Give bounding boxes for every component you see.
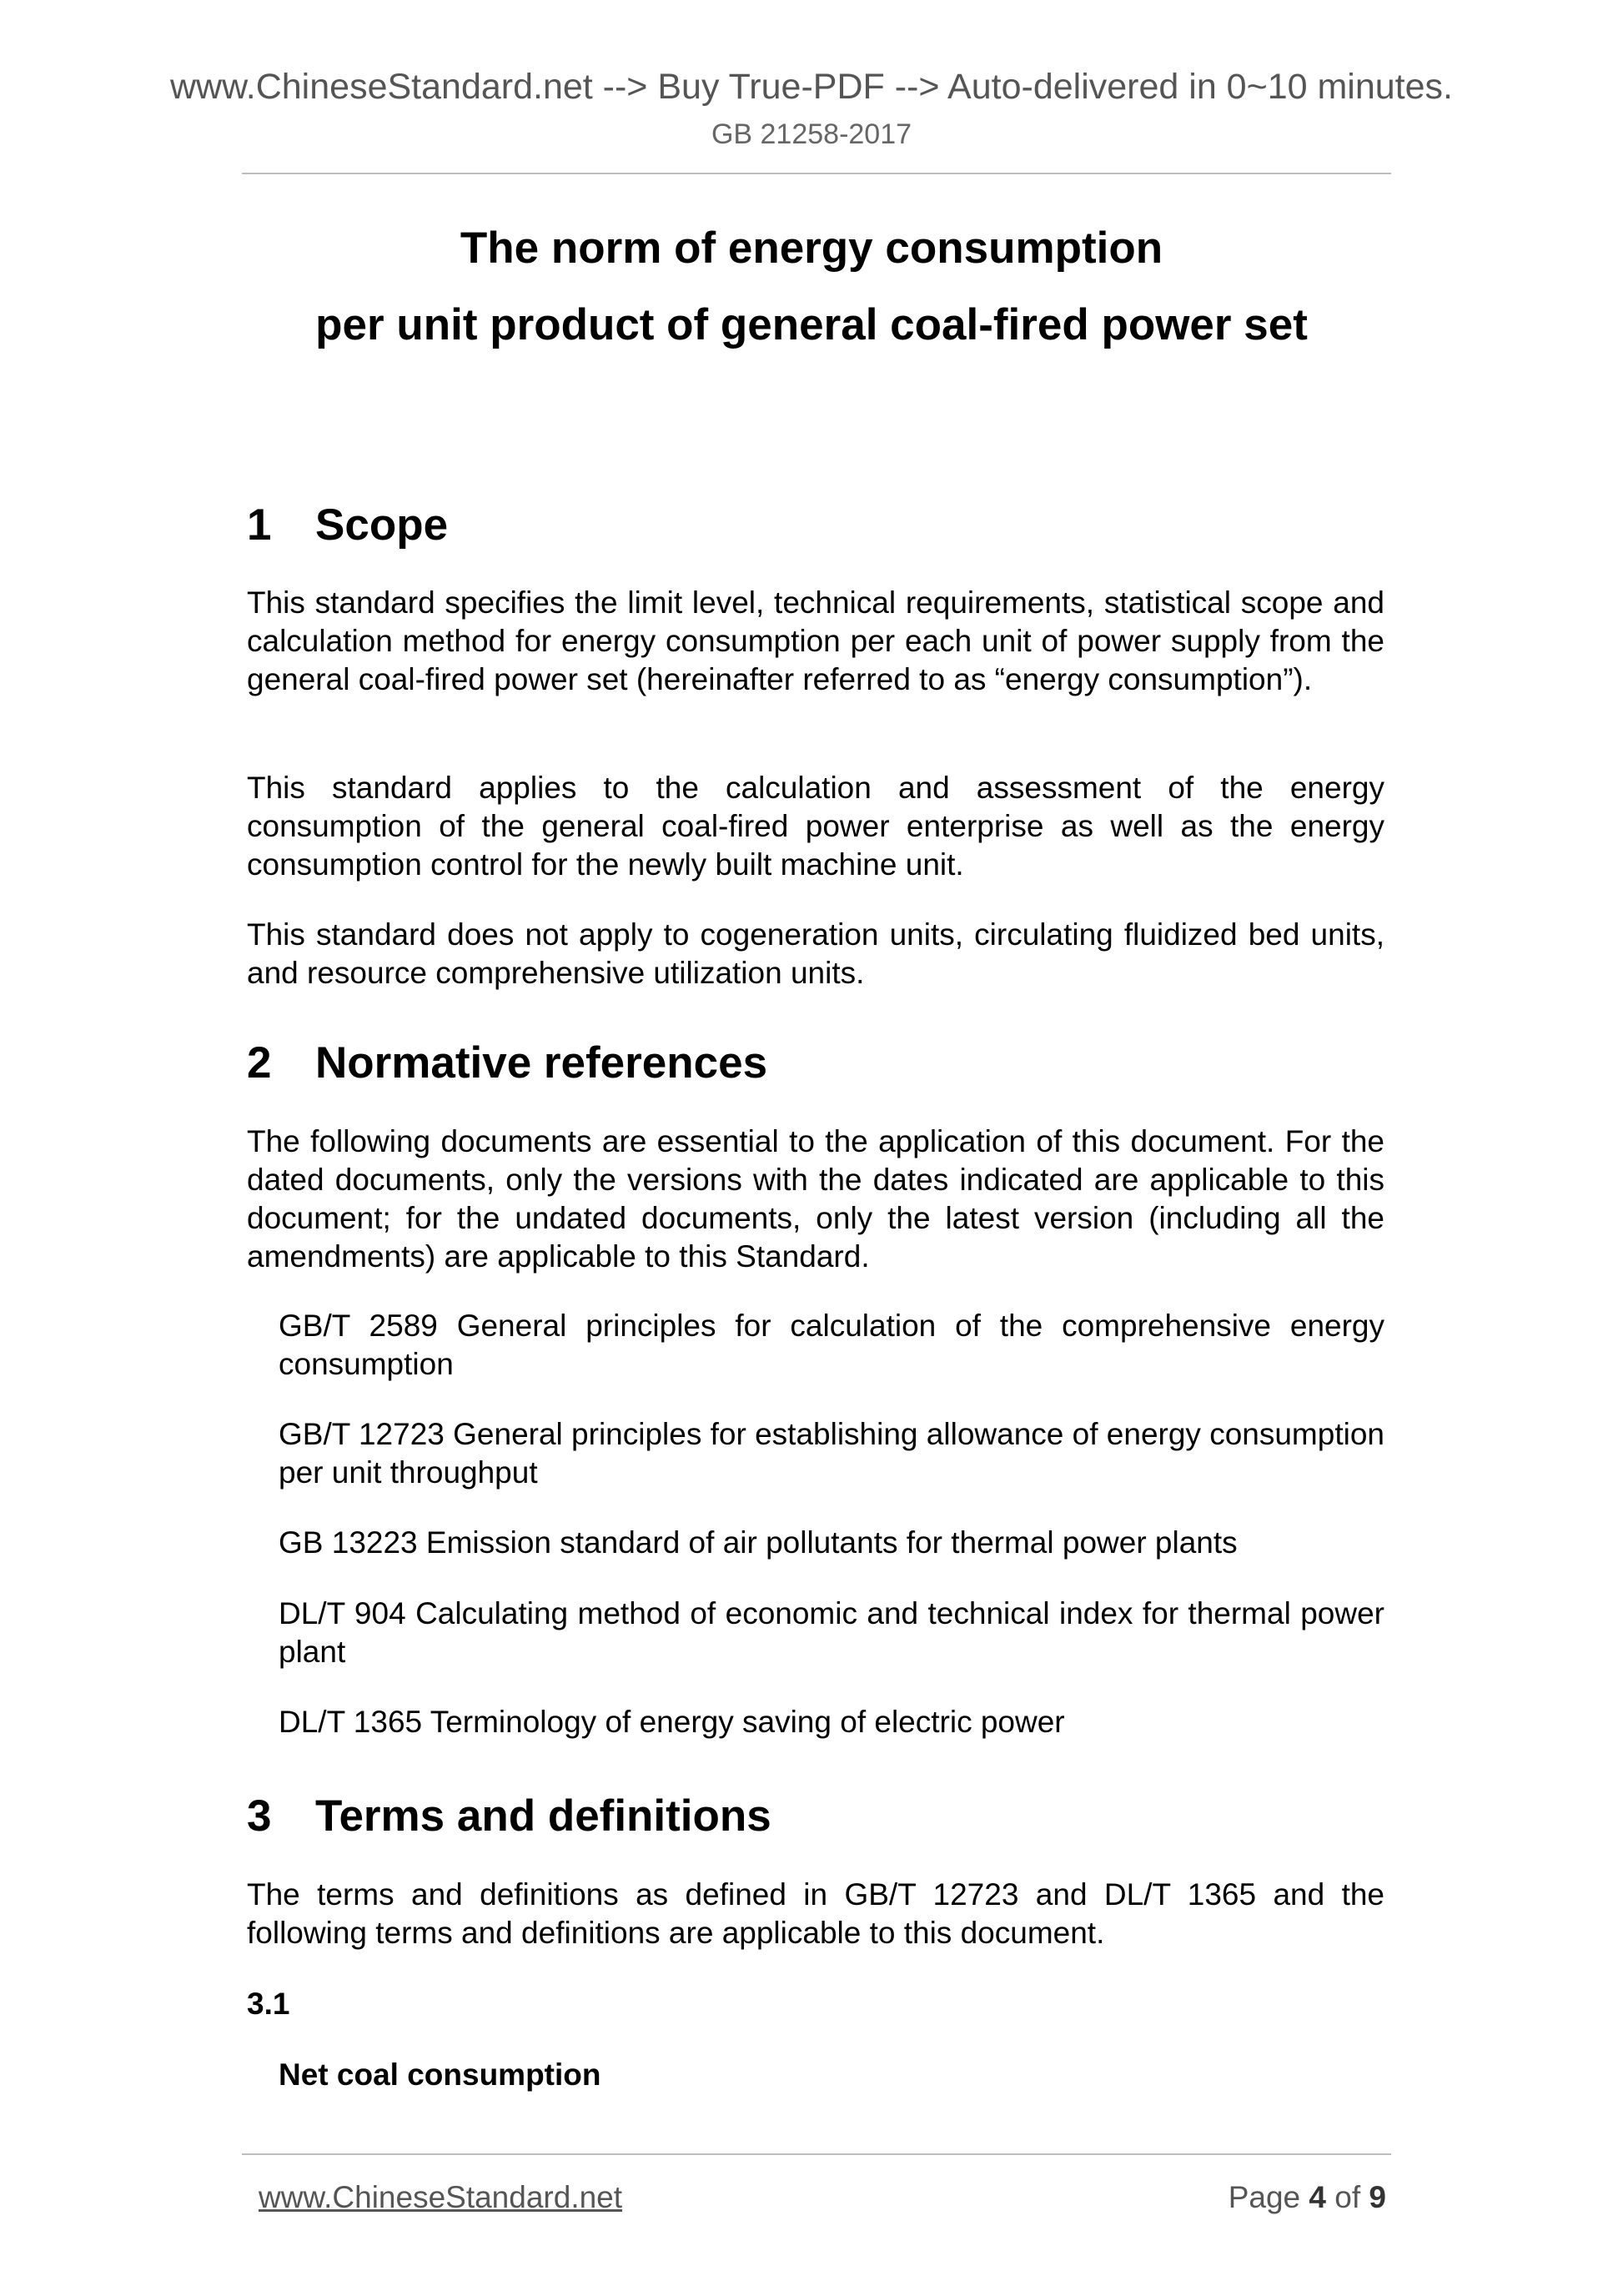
scope-paragraph-3: This standard does not apply to cogeneration units, circulating fluidized bed units, and resource comprehensive utilization units. bbox=[247, 917, 1384, 990]
section-heading-normative-references bbox=[247, 1037, 767, 1090]
footer-divider bbox=[242, 2153, 1391, 2155]
document-title-line2: per unit product of general coal-fired power set bbox=[315, 300, 1308, 349]
page-total: 9 bbox=[1369, 2180, 1386, 2214]
page-prefix: Page bbox=[1228, 2180, 1301, 2214]
reference-item: GB/T 12723 General principles for establishing allowance of energy consumption per unit throughput bbox=[279, 1417, 1384, 1490]
references-intro: The following documents are essential to the application of this document. For the dated documents, only the versions with the dates indicated are applicable to this document; for the undated documents, only the latest version (including all the amendments) are applicable to this Standard. bbox=[247, 1124, 1384, 1274]
section-number: 1 bbox=[247, 500, 272, 550]
section-title: Normative references bbox=[315, 1038, 768, 1088]
section-heading-terms-definitions bbox=[247, 1790, 771, 1843]
reference-item: GB/T 2589 General principles for calculation of the comprehensive energy consumption bbox=[279, 1309, 1384, 1381]
footer-website-link[interactable]: www.ChineseStandard.net bbox=[259, 2180, 623, 2214]
page-current: 4 bbox=[1309, 2180, 1326, 2214]
header-banner: www.ChineseStandard.net --> Buy True-PDF --> Auto-delivered in 0~10 minutes. bbox=[169, 67, 1453, 107]
section-number: 2 bbox=[247, 1038, 272, 1088]
header-divider bbox=[242, 173, 1391, 174]
section-title: Scope bbox=[315, 500, 449, 550]
page-of: of bbox=[1334, 2180, 1361, 2214]
term-heading: Net coal consumption bbox=[279, 2057, 601, 2092]
scope-paragraph-1: This standard specifies the limit level, technical requirements, statistical scope and calculation method for energy consumption per each unit of power supply from the general coal-fired power set (hereinafter referred to as “energy consumption”). bbox=[247, 585, 1384, 696]
standard-code: GB 21258-2017 bbox=[711, 118, 912, 150]
clause-number: 3.1 bbox=[247, 1987, 290, 2021]
page-indicator bbox=[1229, 2178, 1386, 2217]
section-title: Terms and definitions bbox=[315, 1791, 771, 1841]
terms-intro: The terms and definitions as defined in GB/T 12723 and DL/T 1365 and the following terms and definitions are applicable to this document. bbox=[247, 1877, 1384, 1950]
section-number: 3 bbox=[247, 1791, 272, 1841]
document-title-line1: The norm of energy consumption bbox=[460, 224, 1163, 273]
scope-paragraph-2: This standard applies to the calculation and assessment of the energy consumption of the general coal-fired power enterprise as well as the energy consumption control for the newly built machine unit. bbox=[247, 771, 1384, 882]
reference-item: GB 13223 Emission standard of air pollutants for thermal power plants bbox=[279, 1525, 1238, 1560]
reference-item: DL/T 1365 Terminology of energy saving of electric power bbox=[279, 1705, 1065, 1739]
reference-item: DL/T 904 Calculating method of economic and technical index for thermal power plant bbox=[279, 1596, 1384, 1669]
section-heading-scope bbox=[247, 499, 448, 552]
